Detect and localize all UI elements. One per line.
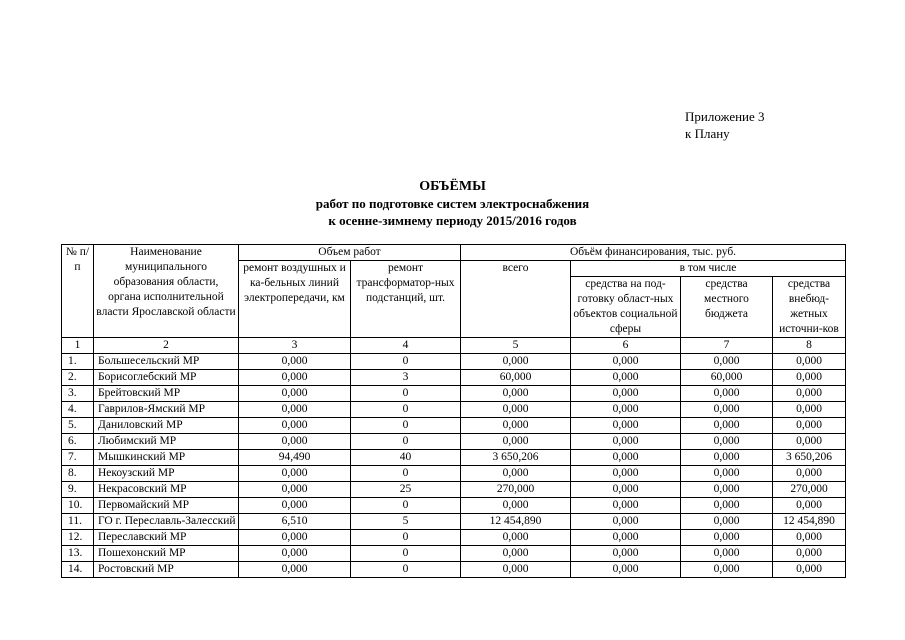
financing-total: 0,000 xyxy=(461,386,571,402)
transformer-count: 0 xyxy=(351,498,461,514)
extrabudgetary-funds: 0,000 xyxy=(773,354,846,370)
extrabudgetary-funds: 270,000 xyxy=(773,482,846,498)
overhead-km: 0,000 xyxy=(239,434,351,450)
row-number: 6. xyxy=(62,434,94,450)
table-row xyxy=(62,418,846,434)
regional-funds: 0,000 xyxy=(571,466,681,482)
extrabudgetary-funds: 0,000 xyxy=(773,418,846,434)
overhead-km: 0,000 xyxy=(239,546,351,562)
transformer-count: 40 xyxy=(351,450,461,466)
row-number: 4. xyxy=(62,402,94,418)
extrabudgetary-funds: 0,000 xyxy=(773,402,846,418)
transformer-count: 0 xyxy=(351,434,461,450)
table-row xyxy=(62,370,846,386)
municipality-name: Некоузский МР xyxy=(94,466,239,482)
appendix-line-2: к Плану xyxy=(685,126,730,141)
regional-funds: 0,000 xyxy=(571,498,681,514)
financing-total: 0,000 xyxy=(461,498,571,514)
header-regional-funds: средства на под-готовку област-ных объектов социальной сферы xyxy=(571,277,681,338)
transformer-count: 0 xyxy=(351,386,461,402)
table-row xyxy=(62,498,846,514)
extrabudgetary-funds: 0,000 xyxy=(773,530,846,546)
header-financing: Объём финансирования, тыс. руб. xyxy=(461,245,846,261)
overhead-km: 94,490 xyxy=(239,450,351,466)
local-budget: 60,000 xyxy=(681,370,773,386)
title-line-1: ОБЪЁМЫ xyxy=(419,179,486,194)
financing-total: 60,000 xyxy=(461,370,571,386)
local-budget: 0,000 xyxy=(681,530,773,546)
regional-funds: 0,000 xyxy=(571,402,681,418)
financing-total: 0,000 xyxy=(461,402,571,418)
overhead-km: 6,510 xyxy=(239,514,351,530)
local-budget: 0,000 xyxy=(681,354,773,370)
col-number: 1 xyxy=(62,338,94,354)
row-number: 7. xyxy=(62,450,94,466)
col-number: 8 xyxy=(773,338,846,354)
regional-funds: 0,000 xyxy=(571,530,681,546)
transformer-count: 0 xyxy=(351,354,461,370)
financing-total: 0,000 xyxy=(461,530,571,546)
header-work-volume: Объем работ xyxy=(239,245,461,261)
header-name: Наименование муниципального образования области, органа исполнительной власти Ярославской области xyxy=(94,245,239,338)
regional-funds: 0,000 xyxy=(571,354,681,370)
col-number: 6 xyxy=(571,338,681,354)
header-num: № п/п xyxy=(62,245,94,338)
extrabudgetary-funds: 0,000 xyxy=(773,498,846,514)
regional-funds: 0,000 xyxy=(571,546,681,562)
table-row xyxy=(62,546,846,562)
row-number: 11. xyxy=(62,514,94,530)
col-number: 4 xyxy=(351,338,461,354)
regional-funds: 0,000 xyxy=(571,514,681,530)
regional-funds: 0,000 xyxy=(571,370,681,386)
header-including: в том числе xyxy=(571,261,846,277)
header-total: всего xyxy=(461,261,571,338)
municipality-name: Даниловский МР xyxy=(94,418,239,434)
transformer-count: 0 xyxy=(351,466,461,482)
local-budget: 0,000 xyxy=(681,386,773,402)
financing-total: 0,000 xyxy=(461,562,571,578)
financing-total: 3 650,206 xyxy=(461,450,571,466)
table-row xyxy=(62,482,846,498)
financing-total: 12 454,890 xyxy=(461,514,571,530)
header-extrabudgetary: средства внебюд-жетных источни-ков xyxy=(773,277,846,338)
financing-total: 0,000 xyxy=(461,546,571,562)
table-row xyxy=(62,514,846,530)
title-line-3: к осенне-зимнему периоду 2015/2016 годов xyxy=(328,213,577,228)
table-row xyxy=(62,354,846,370)
table-row xyxy=(62,466,846,482)
title-line-2: работ по подготовке систем электроснабжения xyxy=(315,196,590,211)
local-budget: 0,000 xyxy=(681,546,773,562)
row-number: 2. xyxy=(62,370,94,386)
overhead-km: 0,000 xyxy=(239,386,351,402)
overhead-km: 0,000 xyxy=(239,466,351,482)
row-number: 3. xyxy=(62,386,94,402)
table-row xyxy=(62,386,846,402)
local-budget: 0,000 xyxy=(681,466,773,482)
overhead-km: 0,000 xyxy=(239,482,351,498)
table-row xyxy=(62,530,846,546)
row-number: 5. xyxy=(62,418,94,434)
col-number: 3 xyxy=(239,338,351,354)
regional-funds: 0,000 xyxy=(571,386,681,402)
extrabudgetary-funds: 0,000 xyxy=(773,434,846,450)
col-number: 5 xyxy=(461,338,571,354)
transformer-count: 3 xyxy=(351,370,461,386)
row-number: 13. xyxy=(62,546,94,562)
overhead-km: 0,000 xyxy=(239,370,351,386)
extrabudgetary-funds: 12 454,890 xyxy=(773,514,846,530)
financing-total: 0,000 xyxy=(461,466,571,482)
municipality-name: ГО г. Переславль-Залесский xyxy=(94,514,239,530)
local-budget: 0,000 xyxy=(681,450,773,466)
local-budget: 0,000 xyxy=(681,482,773,498)
row-number: 14. xyxy=(62,562,94,578)
regional-funds: 0,000 xyxy=(571,418,681,434)
municipality-name: Мышкинский МР xyxy=(94,450,239,466)
table-row xyxy=(62,450,846,466)
municipality-name: Пошехонский МР xyxy=(94,546,239,562)
local-budget: 0,000 xyxy=(681,402,773,418)
row-number: 1. xyxy=(62,354,94,370)
regional-funds: 0,000 xyxy=(571,562,681,578)
transformer-count: 0 xyxy=(351,562,461,578)
extrabudgetary-funds: 3 650,206 xyxy=(773,450,846,466)
municipality-name: Любимский МР xyxy=(94,434,239,450)
financing-total: 0,000 xyxy=(461,354,571,370)
regional-funds: 0,000 xyxy=(571,434,681,450)
extrabudgetary-funds: 0,000 xyxy=(773,386,846,402)
transformer-count: 0 xyxy=(351,530,461,546)
extrabudgetary-funds: 0,000 xyxy=(773,546,846,562)
municipality-name: Большесельский МР xyxy=(94,354,239,370)
table-row xyxy=(62,402,846,418)
municipality-name: Брейтовский МР xyxy=(94,386,239,402)
transformer-count: 25 xyxy=(351,482,461,498)
overhead-km: 0,000 xyxy=(239,530,351,546)
financing-total: 270,000 xyxy=(461,482,571,498)
extrabudgetary-funds: 0,000 xyxy=(773,466,846,482)
local-budget: 0,000 xyxy=(681,418,773,434)
transformer-count: 5 xyxy=(351,514,461,530)
volumes-table xyxy=(61,244,846,578)
municipality-name: Борисоглебский МР xyxy=(94,370,239,386)
overhead-km: 0,000 xyxy=(239,354,351,370)
extrabudgetary-funds: 0,000 xyxy=(773,370,846,386)
overhead-km: 0,000 xyxy=(239,402,351,418)
local-budget: 0,000 xyxy=(681,498,773,514)
financing-total: 0,000 xyxy=(461,418,571,434)
municipality-name: Гаврилов-Ямский МР xyxy=(94,402,239,418)
header-overhead-lines: ремонт воздушных и ка-бельных линий электропередачи, км xyxy=(239,261,351,338)
transformer-count: 0 xyxy=(351,546,461,562)
regional-funds: 0,000 xyxy=(571,482,681,498)
row-number: 8. xyxy=(62,466,94,482)
document-title xyxy=(0,178,905,229)
extrabudgetary-funds: 0,000 xyxy=(773,562,846,578)
col-number: 2 xyxy=(94,338,239,354)
financing-total: 0,000 xyxy=(461,434,571,450)
local-budget: 0,000 xyxy=(681,562,773,578)
table-row xyxy=(62,562,846,578)
col-number: 7 xyxy=(681,338,773,354)
regional-funds: 0,000 xyxy=(571,450,681,466)
overhead-km: 0,000 xyxy=(239,418,351,434)
local-budget: 0,000 xyxy=(681,434,773,450)
municipality-name: Некрасовский МР xyxy=(94,482,239,498)
header-local-budget: средства местного бюджета xyxy=(681,277,773,338)
row-number: 12. xyxy=(62,530,94,546)
municipality-name: Первомайский МР xyxy=(94,498,239,514)
transformer-count: 0 xyxy=(351,418,461,434)
row-number: 9. xyxy=(62,482,94,498)
overhead-km: 0,000 xyxy=(239,562,351,578)
local-budget: 0,000 xyxy=(681,514,773,530)
municipality-name: Ростовский МР xyxy=(94,562,239,578)
municipality-name: Переславский МР xyxy=(94,530,239,546)
overhead-km: 0,000 xyxy=(239,498,351,514)
column-numbers-row xyxy=(62,338,846,354)
header-transformer: ремонт трансформатор-ных подстанций, шт. xyxy=(351,261,461,338)
table-row xyxy=(62,434,846,450)
row-number: 10. xyxy=(62,498,94,514)
appendix-label xyxy=(685,108,765,142)
appendix-line-1: Приложение 3 xyxy=(685,109,765,124)
transformer-count: 0 xyxy=(351,402,461,418)
